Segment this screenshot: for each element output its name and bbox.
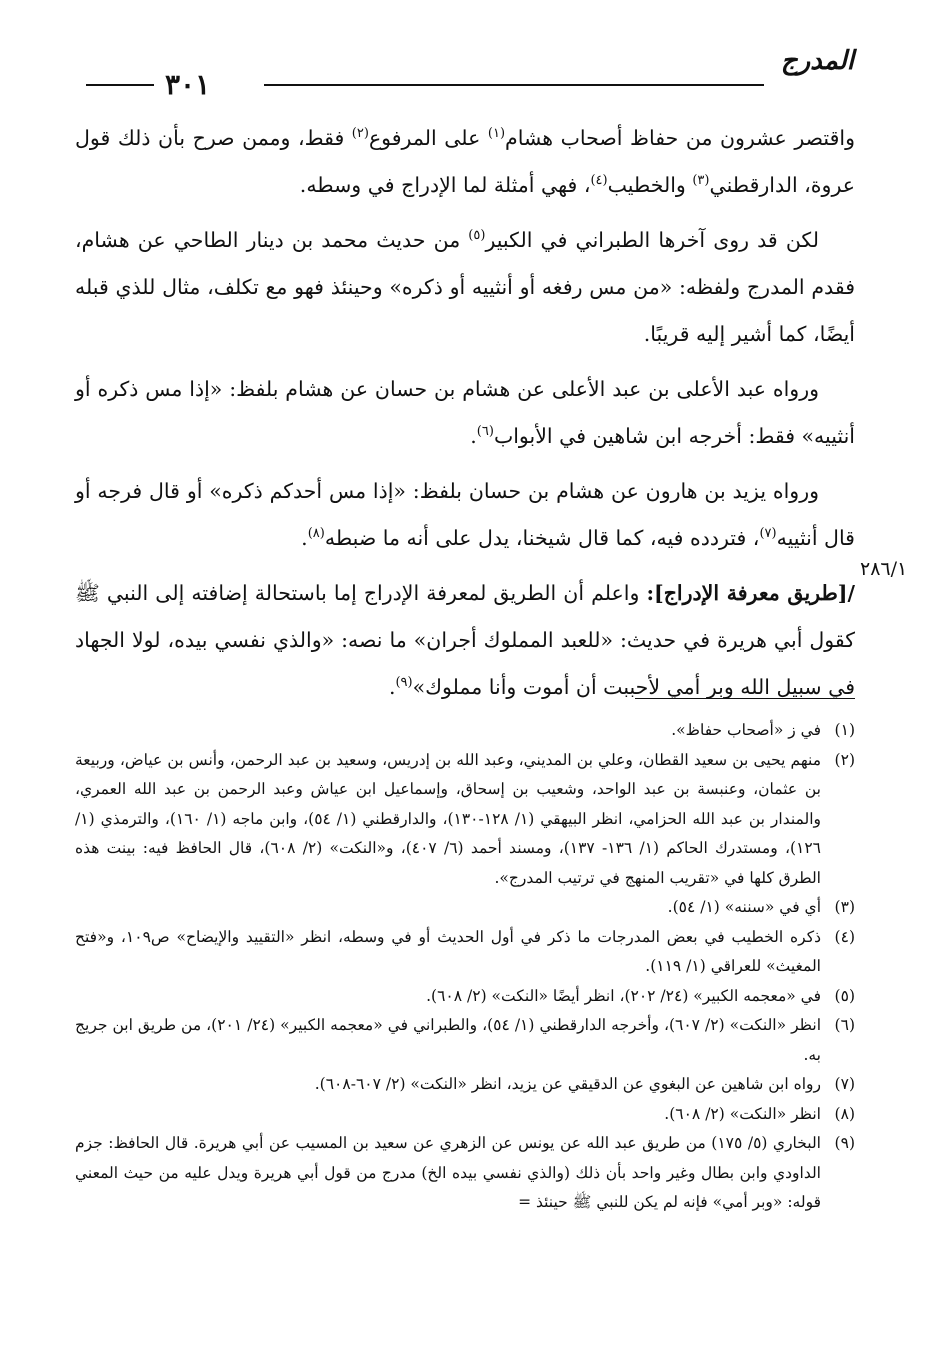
text-run: . (301, 526, 308, 550)
text-run: ، فتردده فيه، كما قال شيخنا، يدل على أنه ما ضبطه (324, 526, 760, 550)
footnote (75, 716, 855, 746)
running-title: المدرج (780, 46, 854, 76)
footnote (75, 1011, 855, 1070)
footnote-number: (٥) (834, 986, 855, 1005)
footnote-text: البخاري (٥/ ١٧٥) من طريق عبد الله عن يونس عن الزهري عن سعيد بن المسيب عن أبي هريرة. قال الحافظ: جزم الداودي وابن بطال وغير واحد بأن ذلك (والذي نفسي بيده الخ) مدرج من قول أبي هريرة ويدل عليه من حيث المعني قوله: «وبر أمي» فإنه لم يكن للنبي ﷺ حينئذ = (75, 1134, 821, 1211)
footnote-number: (٩) (834, 1134, 855, 1152)
footnote (75, 1070, 855, 1100)
footnote (75, 1100, 855, 1130)
footnote (75, 893, 855, 923)
footnote-text: انظر «النكت» (٢/ ٦٠٧)، وأخرجه الدارقطني (١/ ٥٤)، والطبراني في «معجمه الكبير» (٢٤/ ٢٠١)، من طريق ابن جريج به. (75, 1016, 821, 1064)
footnote-marker: (٧) (759, 526, 777, 542)
footnote-text: أي في «سننه» (١/ ٥٤). (667, 898, 821, 916)
paragraph (75, 366, 855, 460)
footnote (75, 1129, 855, 1218)
paragraph (75, 570, 855, 711)
page-number: ٣٠١ (165, 68, 211, 101)
text-run: ورواه يزيد بن هارون عن هشام بن حسان بلفظ: «إذا مس أحدكم ذكره» أو قال فرجه أو قال أنثييه (75, 479, 855, 550)
paragraph (75, 468, 855, 562)
paragraph (75, 217, 855, 358)
footnote-marker: (٥) (468, 228, 486, 244)
footnote-marker: (١) (487, 126, 506, 142)
header-rule (264, 84, 764, 86)
footnote-number: (٦) (834, 1016, 855, 1034)
text-run: واعلم أن الطريق لمعرفة الإدراج إما باستحالة إضافته إلى النبي ﷺ كقول أبي هريرة في حديث: «للعبد المملوك أجران» ما نصه: «والذي نفسي بيده، لولا الجهاد في سبيل الله وبر أمي لأحببت أن أموت وأنا مملوك» (75, 581, 855, 699)
footnote-text: منهم يحيى بن سعيد القطان، وعلي بن المديني، وعبد الله بن إدريس، وسعيد بن عبد الرحمن، وأنس بن عياض، وربيعة بن عثمان، وعنبسة بن عبد الواحد، وشعيب بن إسحاق، وإسماعيل ابن عياش وعبد الرحمن بن عبد الله العمري، والمندار بن عبد الله الحزامي، انظر البيهقي (١/ ١٢٨-١٣٠)، والدارقطني (١/ ٥٤)، وابن ماجه (١/ ١٦٠)، والترمذي (١/ ١٢٦)، ومستدرك الحاكم (١/ ١٣٦- ١٣٧)، ومسند أحمد (٦/ ٤٠٧)، و«النكت» (٢/ ٦٠٨)، قال الحافظ فيه: بينت هذه الطرق كلها في «تقريب المنهج في ترتيب المدرج». (75, 750, 822, 887)
section-heading: /[طريق معرفة الإدراج]: (646, 581, 855, 605)
margin-reference: ٢٨٦/١ (860, 558, 908, 580)
footnote-marker: (٣) (692, 173, 710, 189)
text-run: . (388, 675, 396, 699)
text-run: واقتصر عشرون من حفاظ أصحاب هشام (505, 126, 855, 150)
footnote-number: (٤) (834, 927, 855, 946)
footnote-text: في ز «أصحاب حفاظ». (671, 721, 821, 739)
paragraph (75, 115, 855, 209)
text-run: فقط، وممن صرح بأن ذلك قول عروة، الدارقطني (75, 126, 855, 197)
footnote-divider (635, 698, 855, 699)
footnote-number: (٣) (834, 898, 855, 916)
footnote-text: انظر «النكت» (٢/ ٦٠٨). (664, 1104, 821, 1123)
footnote-marker: (٦) (476, 424, 494, 440)
footnote-number: (٧) (834, 1075, 855, 1093)
footnote (75, 746, 855, 894)
text-run: من حديث محمد بن دينار الطاحي عن هشام، فقدم المدرج ولفظه: «من مس رفغه أو أنثييه أو ذكره» وحينئذ فهو مع تكلف، مثال للذي قبله أيضًا، كما أشير إليه قريبًا. (75, 228, 855, 346)
header-rule-short (86, 84, 154, 86)
footnote (75, 923, 855, 982)
footnote-number: (١) (834, 721, 855, 739)
footnote-number: (٢) (834, 750, 855, 769)
footnotes (75, 716, 855, 1218)
text-run: على المرفوع (368, 126, 488, 150)
footnote-marker: (٢) (351, 126, 369, 142)
main-text (75, 115, 855, 719)
footnote-text: في «معجمه الكبير» (٢٤/ ٢٠٢)، انظر أيضًا «النكت» (٢/ ٦٠٨). (426, 986, 821, 1005)
text-run: . (470, 424, 477, 448)
text-run: ، فهي أمثلة لما الإدراج في وسطه. (299, 173, 591, 197)
footnote-marker: (٨) (307, 526, 325, 542)
text-run: والخطيب (607, 173, 693, 197)
footnote-text: ذكره الخطيب في بعض المدرجات ما ذكر في أول الحديث أو في وسطه، انظر «التقييد والإيضاح» ص١٠٩، و«فتح المغيث» للعراقي (١/ ١١٩). (75, 927, 821, 975)
footnote-marker: (٤) (590, 173, 608, 189)
footnote-number: (٨) (834, 1104, 855, 1123)
footnote-text: رواه ابن شاهين عن البغوي عن الدقيقي عن يزيد، انظر «النكت» (٢/ ٦٠٧-٦٠٨). (314, 1075, 821, 1093)
page-header (80, 40, 854, 101)
text-run: ورواه عبد الأعلى بن عبد الأعلى عن هشام بن حسان عن هشام بلفظ: «إذا مس ذكره أو أنثييه» فقط: أخرجه ابن شاهين في الأبواب (75, 377, 855, 448)
text-run: لكن قد روى آخرها الطبراني في الكبير (485, 228, 819, 252)
footnote (75, 982, 855, 1012)
footnote-marker: (٩) (395, 675, 413, 691)
